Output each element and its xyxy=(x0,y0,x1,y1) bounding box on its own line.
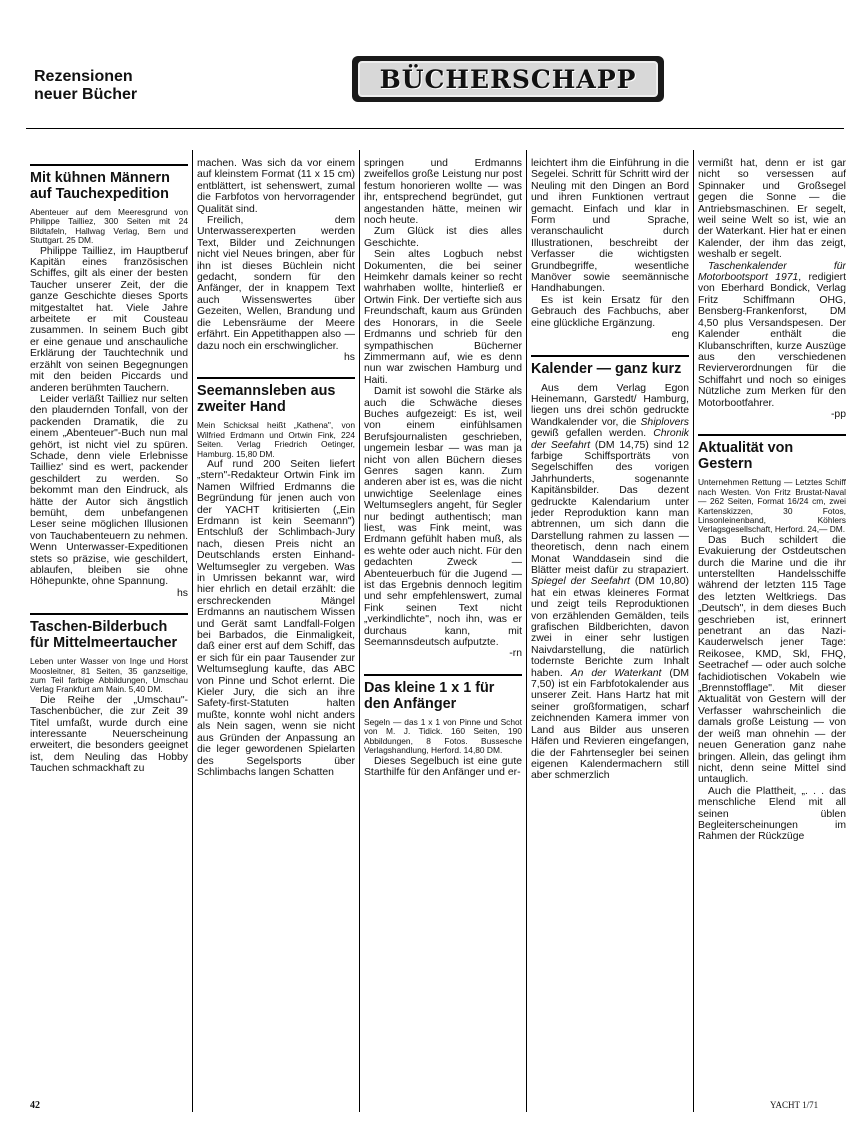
paragraph: Das Buch schildert die Evakuierung der Ostdeutschen durch die Marine und die ihr unterstellten Handelsschiffe während der letzten 115 Tage des letzten Weltkriegs. Das „Deutsch", in dem dieses Buch geschrieben ist, erinnert penetrant an das Nazi-Kauderwelsch jener Tage: Reikosee, KMD, Skl, FHQ, Seetrachef — oder auch solche fachidiotischen Vokabeln wie „Brennstofflage". Mit dieser Aktualität von Gestern will der Verfasser wahrscheinlich die damals große Leistung — von der weiß man ohnehin — der neuen Generation ganz nahe bringen. Allein, das gelingt ihm nicht, denn seine Mittel sind untauglich. xyxy=(698,534,846,786)
paragraph: springen und Erdmanns zweifellos große Leistung nur post festum honorieren wollte — was ihr, entsprechend begründet, gut angestanden hätte, meinen wir noch heute. xyxy=(364,158,522,227)
column-1 xyxy=(30,158,188,1108)
column-divider xyxy=(359,150,360,1112)
paragraph: Aus dem Verlag Egon Heinemann, Garstedt/ Hamburg, liegen uns drei schön gedruckte Wandkalender vor, die Shiplovers gewiß gefallen werden. Chronik der Seefahrt (DM 14,75) sind 12 farbige Schiffsporträts von Segelschiffen des vorigen Jahrhunderts, sogenannte Kapitänsbilder. Das dezent gedruckte Kalendarium unter jeder Reproduktion kann man abtrennen, um sich dann die Darstellung rahmen zu lassen — theoretisch, denn nach einem Monat Wanddasein sind die Blätter meist dafür zu strapaziert. Spiegel der Seefahrt (DM 10,80) hat ein etwas kleineres Format und zeigt teils Reproduktionen von erzählenden Gemälden, teils grafischen Bildberichten, davon zwei in einer sehr lustigen Naivdarstellung, die natürlich todernste Berichte zum Inhalt haben. An der Waterkant (DM 7,50) ist ein Farbfotokalender aus unserer Zeit. Hans Hartz hat mit seiner großformatigen, scharf zeichnenden Kamera immer von Land aus Bilder aus unseren Häfen und Revieren eingefangen, die der Fahrtensegler bei seinen eigenen Kalendermachern still aber schmerzlich xyxy=(531,382,689,782)
paragraph: Dieses Segelbuch ist eine gute Starthilfe für den Anfänger und er- xyxy=(364,755,522,778)
review-heading-taschenbilderbuch: Taschen-Bilderbuch für Mittelmeertaucher xyxy=(30,613,188,651)
paragraph: leichtert ihm die Einführung in die Segelei. Schritt für Schritt wird der Neuling mit den Dingen an Bord und ihren Funktionen vertraut gemacht. Einfach und klar in Form und Sprache, veranschaulicht durch Illustrationen, beschreibt der Verfasser die wichtigsten Grundbegriffe, wesentliche Manöver sowie seemännische Handhabungen. xyxy=(531,158,689,295)
section-title-line2: neuer Bücher xyxy=(34,86,138,103)
paragraph: Sein altes Logbuch nebst Dokumenten, die bei seiner Heimkehr damals keiner so recht wahrhaben wollte, hinterließ er Ortwin Fink. Der vertiefte sich aus Freundschaft, kaum aus Gründen des Honorars, in die Seele Erdmanns und schrieb für den sympathischen Bücherner Zimmermann auf, wie es denn nun war zwischen Hamburg und Haiti. xyxy=(364,249,522,386)
section-title-line1: Rezensionen xyxy=(34,68,133,85)
column-3 xyxy=(364,158,522,1108)
paragraph: machen. Was sich da vor einem auf kleinstem Format (11 x 15 cm) entblättert, ist sehenswert, zumal die Farbfotos von hervorragender Qualität sind. xyxy=(197,158,355,215)
paragraph: Zum Glück ist dies alles Geschichte. xyxy=(364,226,522,249)
paragraph: Leider verläßt Tailliez nur selten den plaudernden Tonfall, von der packenden Dramatik, die zu einem „Abenteuer"-Buch nun mal gehört, ist nicht viel zu spüren. Schade, denn viele Erlebnisse Tailliez' sind es wert, packender geschildert zu werden. So bekommt man den Eindruck, als hätte der Autor sich ängstlich bemüht, dem unbefangenen Leser seine möglichen Illusionen von Tauchabenteuern zu nehmen. Wenn Unterwasser-Expeditionen stets so präzise, wie geschildert, ablaufen, bleiben sie ohne Höhepunkte, ohne Spannung. xyxy=(30,393,188,588)
column-divider xyxy=(693,150,694,1112)
paragraph: Auch die Plattheit, „. . . das menschliche Elend mit all seinen üblen Begleiterscheinungen im Rahmen der Rückzüge xyxy=(698,785,846,843)
author-initials: hs xyxy=(177,587,188,599)
book-info: Mein Schicksal heißt „Kathena", von Wilfried Erdmann und Ortwin Fink, 224 Seiten. Verlag Friedrich Oetinger, Hamburg. 15,80 DM. xyxy=(197,420,355,459)
paragraph: Die Reihe der „Umschau"-Taschenbücher, die zur Zeit 39 Titel umfaßt, wurde durch eine interessante Neuerscheinung erweitert, die besonders geeignet ist, dem Neuling das Hobby Tauchen schmackhaft zu xyxy=(30,694,188,775)
author-initials: eng xyxy=(671,329,689,341)
paragraph: Es ist kein Ersatz für den Gebrauch des Fachbuchs, aber eine glückliche Ergänzung. xyxy=(531,294,689,329)
column-5 xyxy=(698,158,846,1108)
author-initials: -rn xyxy=(509,648,522,660)
review-heading-seemannsleben: Seemannsleben aus zweiter Hand xyxy=(197,377,355,415)
paragraph: vermißt hat, denn er ist gar nicht so versessen auf Spinnaker und Großsegel gegen die Sonne — die Antriebsmaschinen. Er segelt, weil seine Welt so ist, wie an der Waterkant. Hier hat er einen Kalender, der ihm das zeigt, weshalb er segelt. xyxy=(698,158,846,261)
review-heading-aktualitaet: Aktualität von Gestern xyxy=(698,434,846,472)
column-4 xyxy=(531,158,689,1108)
review-heading-tauchexpedition: Mit kühnen Männern auf Tauchexpedition xyxy=(30,164,188,202)
book-info: Abenteuer auf dem Meeresgrund von Philippe Tailliez, 300 Seiten mit 24 Bildtafeln, Hallwag Verlag, Bern und Stuttgart. 25 DM. xyxy=(30,207,188,246)
paragraph: Freilich, dem Unterwasserexperten werden Text, Bilder und Zeichnungen nicht viel Neues bringen, aber für ihn ist dieses Büchlein nicht gedacht, sondern für den Anfänger, der in knappem Text auch Wissenswertes über Gezeiten, Wellen, Brandung und die Lebensräume der Meere erfährt. Ein Appetithappen also — dazu noch ein erschwinglicher. xyxy=(197,215,355,352)
buecherschapp-logo xyxy=(352,56,664,102)
logo-text: BÜCHERSCHAPP xyxy=(379,64,637,94)
review-heading-kalender: Kalender — ganz kurz xyxy=(531,355,689,377)
column-divider xyxy=(192,150,193,1112)
header-rule xyxy=(26,128,844,129)
column-divider xyxy=(526,150,527,1112)
page-number: 42 xyxy=(30,1100,40,1111)
book-info: Segeln — das 1 x 1 von Pinne und Schot von M. J. Tidick. 160 Seiten, 190 Abbildungen, 8 Fotos. Bussesche Verlagshandlung, Herford. 14,80 DM. xyxy=(364,716,522,756)
paragraph: Taschenkalender für Motorbootsport 1971, redigiert von Eberhard Bondick, Verlag Fritz Schiffmann OHG, Bensberg-Frankenforst, DM 4,50 plus Versandspesen. Der Kalender enthält die Klubanschriften, kurze Auszüge aus den verschiedenen Revierverordnungen für die Schiffahrt und noch so einiges Nützliche zum Merken für den Motorbootfahrer. xyxy=(698,260,846,409)
section-title xyxy=(34,68,137,104)
author-initials: -pp xyxy=(830,408,846,420)
review-heading-einmaleins: Das kleine 1 x 1 für den Anfänger xyxy=(364,674,522,712)
author-initials: hs xyxy=(344,351,355,363)
paragraph: Damit ist sowohl die Stärke als auch die Schwäche dieses Buches aufgezeigt: Es ist, weil von einem einfühlsamen Berufsjournalisten geschrieben, ungemein lesbar — was man ja nicht von allen Büchern dieses Genres sagen kann. Zum anderen aber ist es, was die nicht unwichtige Seelenlage eines Weltumseglers angeht, für Segler nur bedingt authentisch; man liest, was Fink meint, was Erdmann gefühlt haben muß, als es wehte oder auch nicht. Für den gedachten Zweck — Abenteuerbuch für die Jugend — ist das Ergebnis dennoch legitim und sehr empfehlenswert, zumal Fink seinen Text nicht „verkindlichte", noch ihn, was er durchaus kann, mit Seemannsdeutsch aufputzte. xyxy=(364,386,522,649)
paragraph: Auf rund 200 Seiten liefert „stern"-Redakteur Ortwin Fink im Namen Wilfried Erdmanns die Begründung für jenen auch von der YACHT kritisierten („Ein Erdmann ist kein Seemann") Entschluß der Schlimbach-Jury nach, diesen Preis nicht an Deutschlands ersten Einhand-Weltumsegler zu vergeben. Was in Umrissen bekannt war, wird hier ehrlich en detail erzählt: die erschreckenden Mängel Erdmanns an nautischem Wissen und Gerät samt Landfall-Folgen bei Barbados, die Einmaligkeit, daß einer erst auf dem Schiff, das er sich für ein paar Tausender zur Weltumseglung kaufte, das ABC von Pinne und Schot erlernt. Die Kieler Jury, die sich an ihre Safety-first-Statuten halten mußte, konnte wohl nicht anders als Nein sagen, wenn sie nicht aus Gründen der Anpassung an die leger gewordenen Spielarten des Segelsports über Schlimbachs langen Schatten xyxy=(197,458,355,778)
paragraph: Philippe Tailliez, im Hauptberuf Kapitän eines französischen Schiffes, gilt als einer der besten Taucher unserer Zeit, der die ganze Geschichte dieses Sports mitgestaltet hat. Viele Jahre arbeitete er mit Cousteau zusammen. In seinem Buch gibt er eine genaue und anschauliche Erklärung der Tauchtechnik und erzählt von seinen Begegnungen mit den beiden Piccards und anderen berühmten Tauchern. xyxy=(30,245,188,394)
book-info: Leben unter Wasser von Inge und Horst Moosleitner, 81 Seiten, 35 ganzseitige, zum Teil farbige Abbildungen, Umschau Verlag Frankfurt am Main. 5,40 DM. xyxy=(30,656,188,695)
book-info: Unternehmen Rettung — Letztes Schiff nach Westen. Von Fritz Brustat-Naval — 262 Seiten, Format 16/24 cm, zwei Kartenskizzen, 30 Fotos, Linsonleinenband, Köhlers Verlagsgesellschaft, Herford. 24,— DM. xyxy=(698,477,846,535)
column-2 xyxy=(197,158,355,1108)
issue-label: YACHT 1/71 xyxy=(770,1100,819,1110)
